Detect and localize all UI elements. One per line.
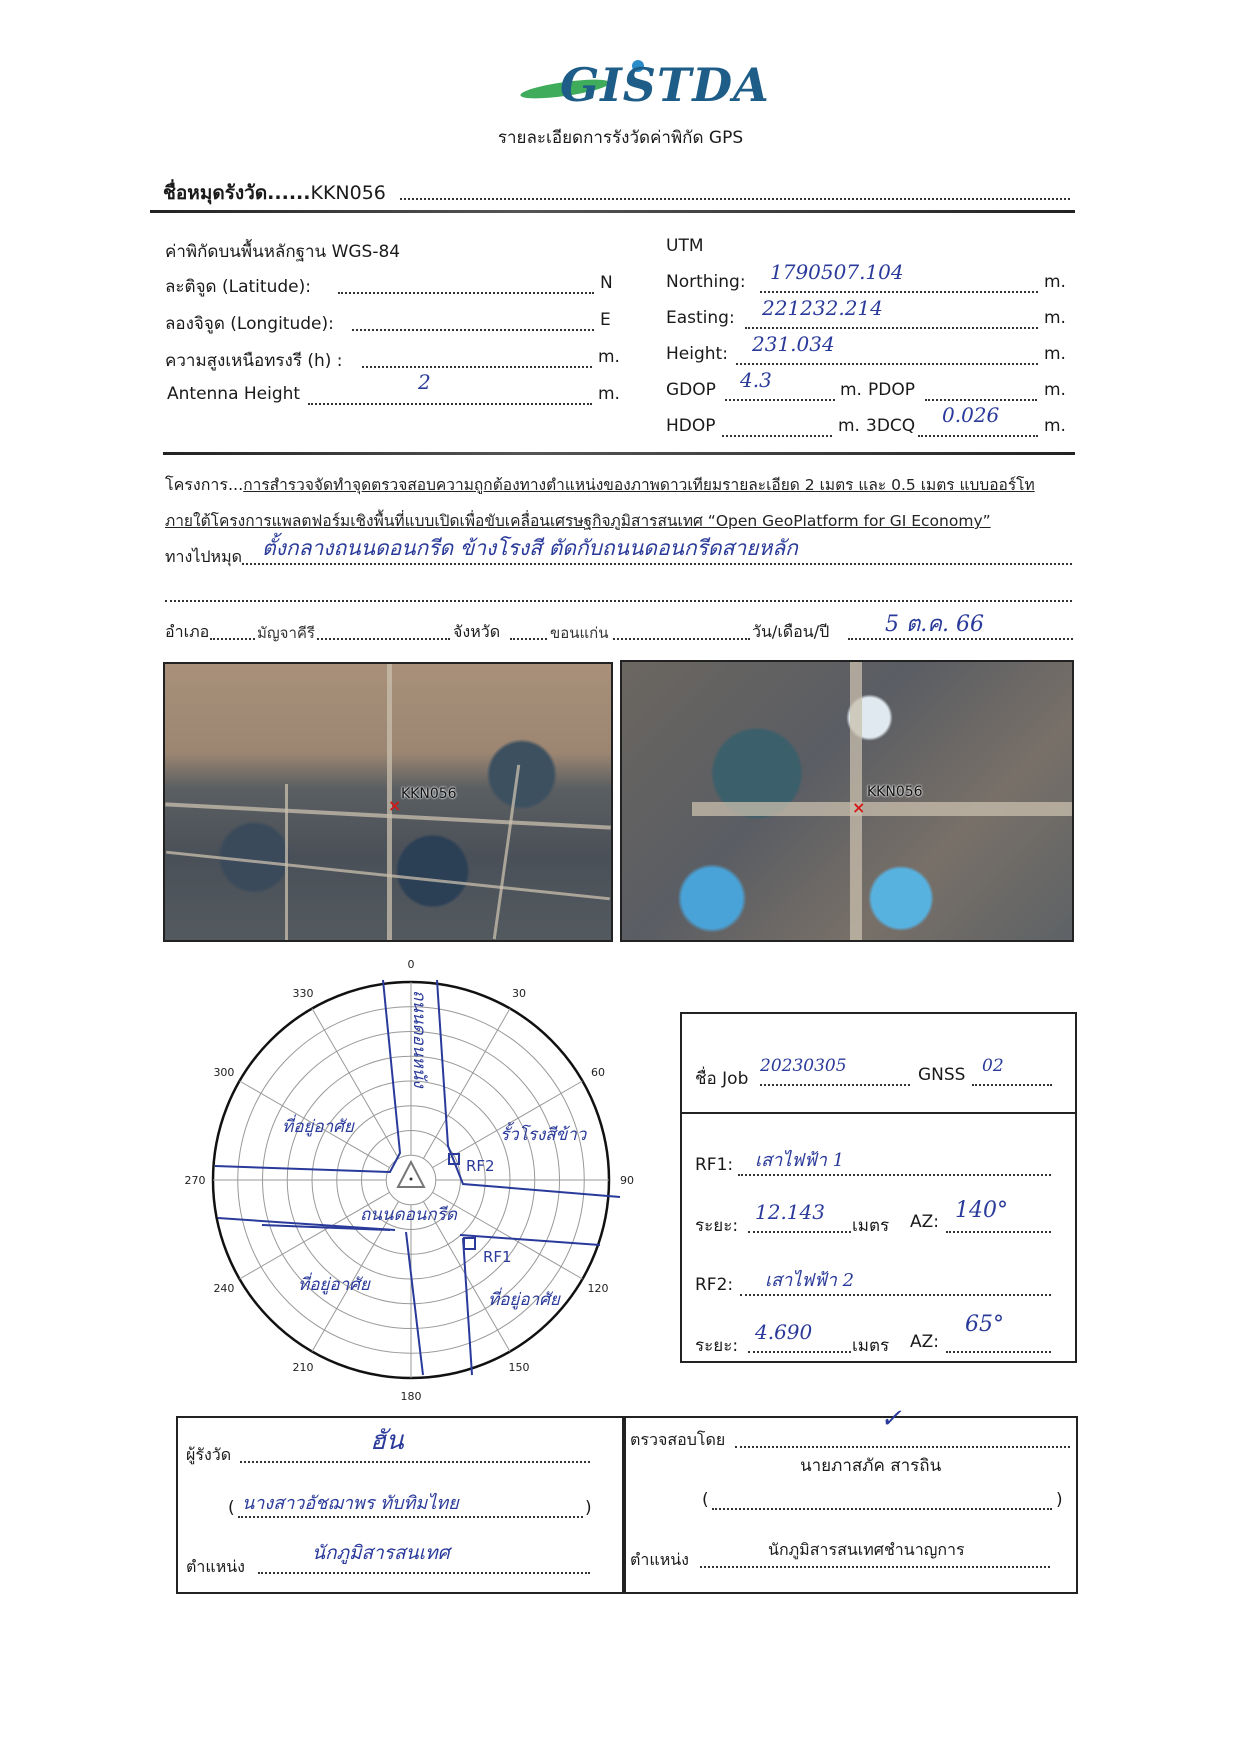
longitude-field[interactable] xyxy=(352,329,594,331)
rf2-value[interactable]: เสาไฟฟ้า 2 xyxy=(765,1270,855,1291)
rf2-distance-label: ระยะ: xyxy=(695,1336,739,1356)
rf1-label: RF1: xyxy=(695,1155,734,1175)
station-center-dot xyxy=(410,1178,413,1181)
gdop-label: GDOP xyxy=(666,380,716,400)
rf1-value[interactable]: เสาไฟฟ้า 1 xyxy=(755,1150,845,1171)
station-marker-icon: × xyxy=(388,796,402,815)
dcq3-value[interactable]: 0.026 xyxy=(942,403,1000,427)
rf2-az-dotted-line xyxy=(946,1351,1051,1353)
rf1-distance-dotted-line xyxy=(748,1231,851,1233)
azimuth-label: 180 xyxy=(400,1390,422,1400)
azimuth-label: 300 xyxy=(213,1066,235,1079)
center-road-annotation: ถนนดอนกรีด xyxy=(360,1205,457,1225)
dcq3-unit: m. xyxy=(1044,416,1066,436)
surveyor-position-label: ตำแหน่ง xyxy=(186,1557,245,1576)
project-line-1: การสำรวจจัดทำจุดตรวจสอบความถูกต้องทางตำแหน่งของภาพดาวเทียมรายละเอียด 2 เมตร และ 0.5 เมตร แบบออร์โท xyxy=(243,476,1035,494)
district-label: อำเภอ xyxy=(165,622,210,641)
project-line-2: ภายใต้โครงการแพลตฟอร์มเชิงพื้นที่แบบเปิดเพื่อขับเคลื่อนเศรษฐกิจภูมิสารสนเทศ “Open GeoPlatform for GI Economy” xyxy=(165,512,991,530)
latitude-label: ละติจูด (Latitude): xyxy=(165,277,311,297)
wgs84-heading: ค่าพิกัดบนพื้นหลักฐาน WGS-84 xyxy=(165,242,401,262)
province-value[interactable]: ขอนแก่น xyxy=(548,621,611,645)
pdop-field[interactable] xyxy=(925,399,1037,401)
verifier-position: นักภูมิสารสนเทศชำนาญการ xyxy=(768,1540,965,1559)
northing-unit: m. xyxy=(1044,272,1066,292)
rf2-label: RF2: xyxy=(695,1275,734,1295)
azimuth-label: 240 xyxy=(213,1282,235,1295)
rf2-distance-dotted-line xyxy=(748,1351,851,1353)
azimuth-label: 90 xyxy=(620,1174,634,1187)
station-triangle-icon xyxy=(398,1162,424,1187)
verifier-signature[interactable]: ✓ xyxy=(880,1404,902,1434)
azimuth-label: 120 xyxy=(587,1282,609,1295)
rf2-distance-value[interactable]: 4.690 xyxy=(755,1320,813,1344)
easting-unit: m. xyxy=(1044,308,1066,328)
gdop-unit: m. xyxy=(840,380,862,400)
station-row xyxy=(163,178,386,208)
rf1-dotted-line xyxy=(738,1174,1051,1176)
rf1-distance-value[interactable]: 12.143 xyxy=(755,1200,825,1224)
logo-text: GISTDA xyxy=(560,58,770,112)
obstruction-sketch xyxy=(180,950,640,1400)
district-value[interactable]: มัญจาคีรี xyxy=(255,621,317,645)
verifier-dotted-line xyxy=(735,1446,1070,1448)
dcq3-label: 3DCQ xyxy=(866,416,916,436)
azimuth-spoke xyxy=(423,1009,510,1159)
form-title: รายละเอียดการรังวัดค่าพิกัด GPS xyxy=(497,128,744,148)
ellipsoid-height-unit: m. xyxy=(598,347,620,367)
verifier-position-dotted-line xyxy=(700,1566,1050,1568)
surveyor-name-close-paren: ) xyxy=(585,1498,592,1518)
ellipsoid-height-label: ความสูงเหนือทรงรี (h) : xyxy=(165,351,343,371)
antenna-height-value[interactable]: 2 xyxy=(418,370,431,394)
project-row xyxy=(165,472,1035,498)
surveyor-name[interactable]: นางสาวอัชฌาพร ทับทิมไทย xyxy=(242,1493,459,1514)
surveyor-dotted-line xyxy=(240,1461,590,1463)
detail-satellite-image xyxy=(620,660,1074,942)
gnss-label: GNSS xyxy=(918,1065,966,1085)
sw-annotation: ที่อยู่อาศัย xyxy=(298,1275,370,1295)
overview-marker-label: KKN056 xyxy=(401,786,457,802)
northing-value[interactable]: 1790507.104 xyxy=(770,260,904,284)
antenna-height-dotted-line xyxy=(308,403,592,405)
date-value[interactable]: 5 ต.ค. 66 xyxy=(885,612,984,637)
se-annotation: ที่อยู่อาศัย xyxy=(488,1290,560,1310)
hdop-label: HDOP xyxy=(666,416,716,436)
rf2-label: RF2 xyxy=(466,1157,495,1175)
rf2-az-label: AZ: xyxy=(910,1332,940,1352)
surveyor-signature[interactable]: ฮัน xyxy=(370,1426,404,1456)
surveyor-label: ผู้รังวัด xyxy=(186,1445,232,1464)
pdop-unit: m. xyxy=(1044,380,1066,400)
divider xyxy=(163,452,1075,455)
station-id[interactable]: KKN056 xyxy=(310,182,386,204)
verifier-name: นายภาสภัค สารถิน xyxy=(800,1456,942,1476)
azimuth-label: 270 xyxy=(184,1174,206,1187)
ne-annotation: รั้วโรงสีข้าว xyxy=(500,1125,587,1145)
azimuth-label: 30 xyxy=(512,986,526,1000)
longitude-label: ลองจิจูด (Longitude): xyxy=(165,314,334,334)
job-value[interactable]: 20230305 xyxy=(760,1056,847,1076)
ellipsoid-height-field[interactable] xyxy=(362,366,592,368)
azimuth-label: 330 xyxy=(292,986,314,1000)
nw-annotation: ที่อยู่อาศัย xyxy=(282,1117,354,1137)
rf2-dotted-line xyxy=(740,1294,1051,1296)
rf1-az-label: AZ: xyxy=(910,1212,940,1232)
verifier-label: ตรวจสอบโดย xyxy=(630,1430,726,1449)
gistda-logo xyxy=(520,58,770,118)
detail-marker-label: KKN056 xyxy=(867,784,923,800)
antenna-height-label: Antenna Height xyxy=(167,384,301,404)
gdop-dotted-line xyxy=(725,399,835,401)
province-dotted-line xyxy=(510,638,750,640)
rf1-az-dotted-line xyxy=(946,1231,1051,1233)
surveyor-position-dotted-line xyxy=(258,1572,590,1574)
rf2-az-value[interactable]: 65° xyxy=(965,1312,1004,1337)
gdop-value[interactable]: 4.3 xyxy=(740,368,772,392)
height-dotted-line xyxy=(736,363,1038,365)
verifier-name-close-paren: ) xyxy=(1056,1490,1063,1510)
route-dotted-line-2 xyxy=(165,600,1072,602)
route-value[interactable]: ตั้งกลางถนนดอนกรีด ข้างโรงสี ตัดกับถนนดอนกรีดสายหลัก xyxy=(262,536,798,560)
north-road-annotation: ถนนดอนหนัง xyxy=(409,990,429,1088)
rf1-az-value[interactable]: 140° xyxy=(955,1198,1008,1223)
longitude-unit: E xyxy=(600,310,611,330)
rf1-distance-label: ระยะ: xyxy=(695,1216,739,1236)
azimuth-label: 0 xyxy=(407,958,415,971)
rf2-distance-unit: เมตร xyxy=(852,1336,890,1356)
surveyor-name-open-paren: ( xyxy=(228,1498,235,1518)
station-marker-icon: × xyxy=(852,798,866,817)
route-label: ทางไปหมุด xyxy=(165,547,243,566)
project-label: โครงการ... xyxy=(165,475,244,494)
antenna-height-unit: m. xyxy=(598,384,620,404)
hdop-field[interactable] xyxy=(722,435,832,437)
overview-satellite-image xyxy=(163,662,613,942)
gnss-dotted-line xyxy=(972,1084,1052,1086)
rf1-marker-icon xyxy=(464,1238,475,1249)
surveyor-position[interactable]: นักภูมิสารสนเทศ xyxy=(312,1542,450,1564)
job-box-divider xyxy=(680,1112,1075,1114)
pdop-label: PDOP xyxy=(868,380,915,400)
height-label: Height: xyxy=(666,344,728,364)
hdop-unit: m. xyxy=(838,416,860,436)
province-label: จังหวัด xyxy=(453,622,501,641)
job-label: ชื่อ Job xyxy=(695,1069,749,1089)
easting-value[interactable]: 221232.214 xyxy=(762,296,883,320)
station-dotted-line xyxy=(400,198,1070,200)
easting-dotted-line xyxy=(745,327,1038,329)
verifier-name-field[interactable] xyxy=(712,1508,1052,1510)
verifier-position-label: ตำแหน่ง xyxy=(630,1550,689,1569)
gnss-value[interactable]: 02 xyxy=(982,1056,1004,1076)
northing-label: Northing: xyxy=(666,272,746,292)
dcq3-dotted-line xyxy=(918,435,1038,437)
azimuth-label: 60 xyxy=(591,1066,606,1079)
rf1-label: RF1 xyxy=(483,1248,512,1266)
station-label: ชื่อหมุดรังวัด...... xyxy=(163,182,311,204)
latitude-unit: N xyxy=(600,273,613,293)
azimuth-label: 210 xyxy=(292,1361,314,1375)
job-dotted-line xyxy=(760,1084,910,1086)
rf1-distance-unit: เมตร xyxy=(852,1216,890,1236)
utm-heading: UTM xyxy=(666,236,704,256)
height-unit: m. xyxy=(1044,344,1066,364)
verifier-name-open-paren: ( xyxy=(702,1490,709,1510)
district-dotted-line xyxy=(210,638,450,640)
azimuth-label: 150 xyxy=(508,1361,530,1375)
northing-dotted-line xyxy=(760,291,1038,293)
latitude-field[interactable] xyxy=(338,292,594,294)
divider xyxy=(150,210,1075,213)
date-label: วัน/เดือน/ปี xyxy=(752,622,830,641)
easting-label: Easting: xyxy=(666,308,735,328)
height-value[interactable]: 231.034 xyxy=(752,332,835,356)
